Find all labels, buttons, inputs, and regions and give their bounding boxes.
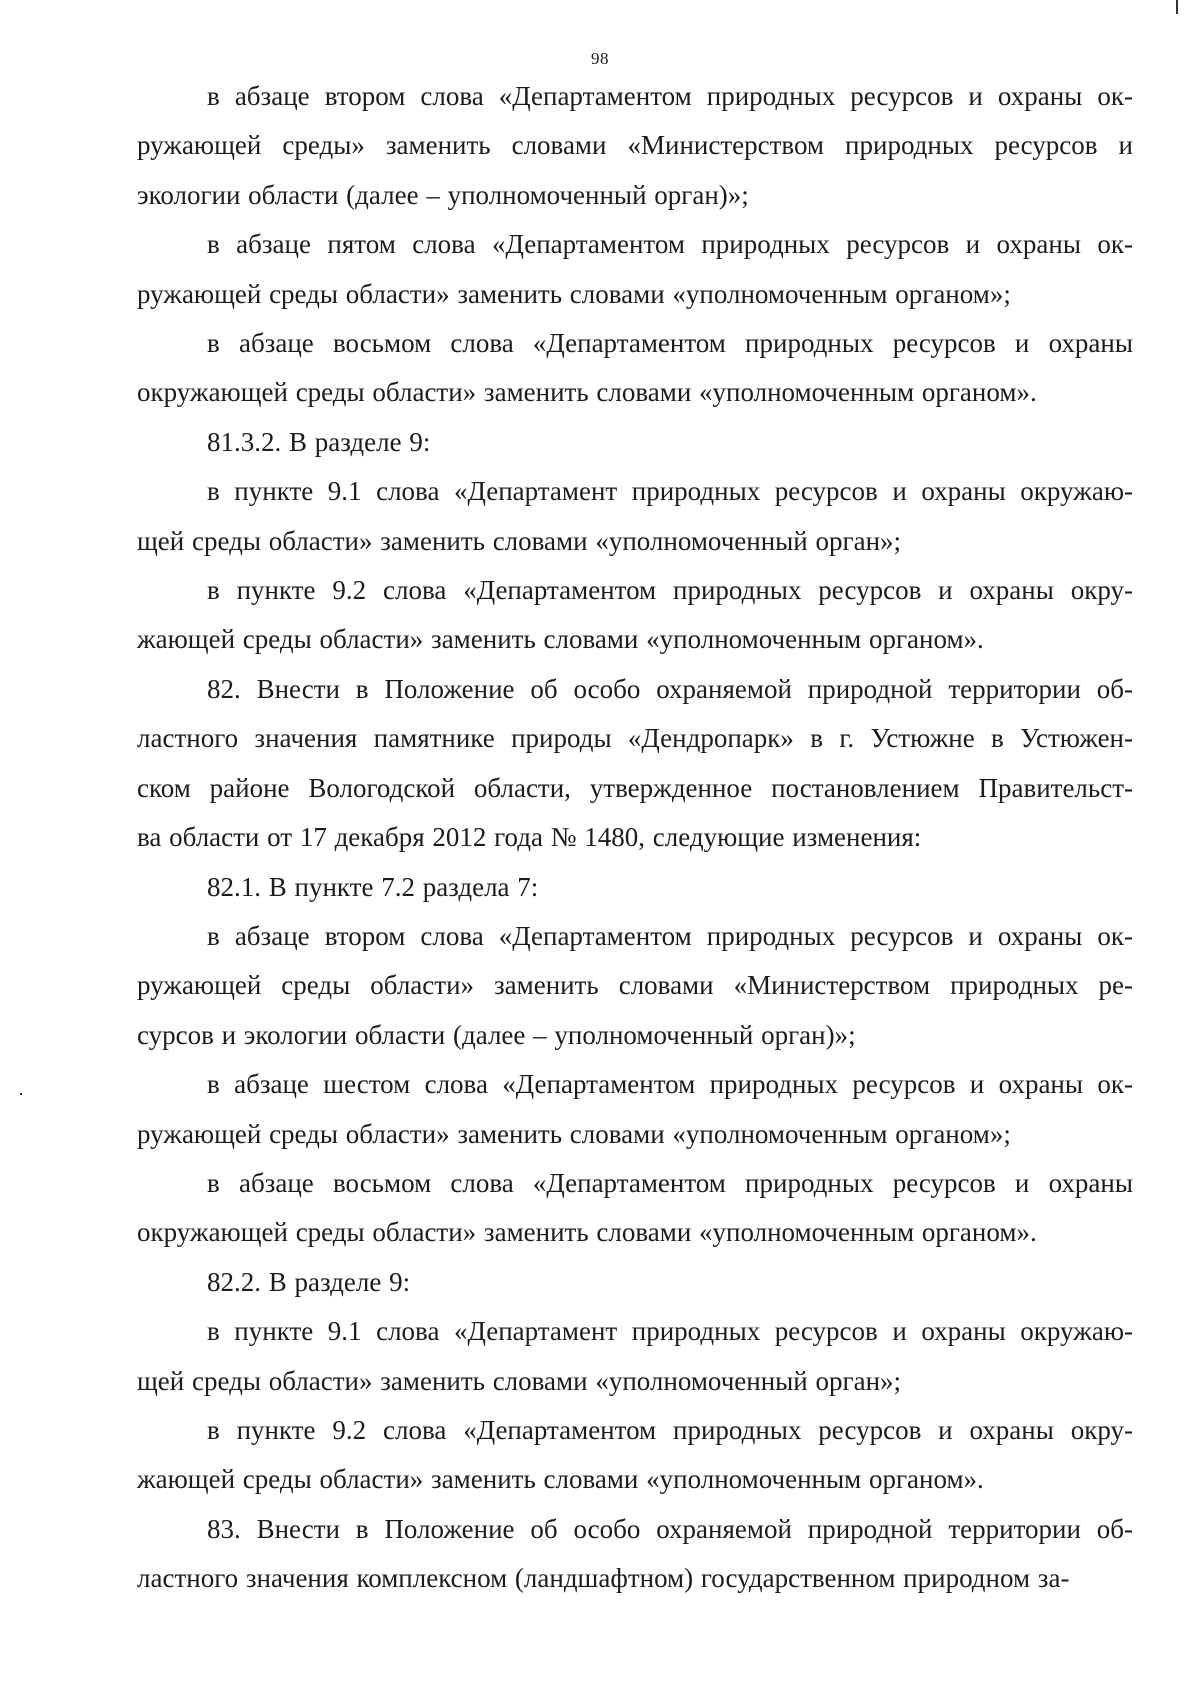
text-line: 82. Внести в Положение об особо охраняемой природной территории об- — [207, 673, 1133, 704]
text-line: окружающей среды области» заменить словами «уполномоченным органом». — [137, 377, 1037, 408]
text-line: в абзаце пятом слова «Департаментом природных ресурсов и охраны ок- — [207, 229, 1133, 260]
text-line: в абзаце втором слова «Департаментом природных ресурсов и охраны ок- — [207, 920, 1133, 951]
paragraph — [137, 665, 1133, 863]
paragraph — [137, 418, 1133, 467]
text-line: 81.3.2. В разделе 9: — [207, 426, 431, 457]
text-line: в абзаце втором слова «Департаментом природных ресурсов и охраны ок- — [207, 81, 1133, 111]
text-line: ружающей среды области» заменить словами «уполномоченным органом»; — [137, 278, 1011, 309]
paragraph — [137, 1406, 1133, 1505]
paragraph — [137, 1505, 1133, 1604]
text-line: ружающей среды» заменить словами «Министерством природных ресурсов и — [137, 130, 1133, 161]
paragraph — [137, 319, 1133, 418]
paragraph — [137, 863, 1133, 912]
text-line: в пункте 9.1 слова «Департамент природных ресурсов и охраны окружаю- — [207, 476, 1133, 507]
text-line: в абзаце восьмом слова «Департаментом природных ресурсов и охраны — [207, 328, 1133, 359]
text-line: в абзаце шестом слова «Департаментом природных ресурсов и охраны ок- — [207, 1069, 1133, 1100]
text-line: в пункте 9.2 слова «Департаментом природных ресурсов и охраны окру- — [207, 1414, 1133, 1445]
text-line: жающей среды области» заменить словами «уполномоченным органом». — [137, 1464, 984, 1495]
paragraph — [137, 220, 1133, 319]
text-line: в абзаце восьмом слова «Департаментом природных ресурсов и охраны — [207, 1167, 1133, 1198]
text-line: ружающей среды области» заменить словами «уполномоченным органом»; — [137, 1118, 1011, 1149]
scan-mark-left — [20, 1093, 22, 1095]
text-line: ва области от 17 декабря 2012 года № 1480, следующие изменения: — [137, 822, 922, 853]
paragraph — [137, 1159, 1133, 1258]
text-line: в пункте 9.2 слова «Департаментом природных ресурсов и охраны окру- — [207, 575, 1133, 606]
paragraph — [137, 566, 1133, 665]
text-line: 82.1. В пункте 7.2 раздела 7: — [207, 871, 539, 902]
text-line: ластного значения комплексном (ландшафтном) государственном природном за- — [137, 1563, 1070, 1594]
page-number: 98 — [591, 49, 609, 68]
text-line: ском районе Вологодской области, утвержденное постановлением Правительст- — [137, 772, 1133, 803]
paragraph — [137, 912, 1133, 1060]
text-line: жающей среды области» заменить словами «уполномоченным органом». — [137, 624, 984, 655]
paragraph — [137, 467, 1133, 566]
text-line: 82.2. В разделе 9: — [207, 1266, 411, 1297]
text-line: ружающей среды области» заменить словами «Министерством природных ре- — [137, 970, 1133, 1001]
document-body — [137, 72, 1133, 1604]
paragraph — [137, 1060, 1133, 1159]
text-line: ластного значения памятнике природы «Дендропарк» в г. Устюжне в Устюжен- — [137, 723, 1133, 754]
text-line: сурсов и экологии области (далее – уполномоченный орган)»; — [137, 1019, 856, 1050]
scan-mark-top-right — [1176, 0, 1178, 14]
text-line: экологии области (далее – уполномоченный орган)»; — [137, 179, 749, 210]
text-line: щей среды области» заменить словами «уполномоченный орган»; — [137, 1365, 902, 1396]
text-line: окружающей среды области» заменить словами «уполномоченным органом». — [137, 1217, 1037, 1248]
text-line: щей среды области» заменить словами «уполномоченный орган»; — [137, 525, 902, 556]
text-line: в пункте 9.1 слова «Департамент природных ресурсов и охраны окружаю- — [207, 1316, 1133, 1347]
paragraph — [137, 72, 1133, 220]
paragraph — [137, 1307, 1133, 1406]
text-line: 83. Внести в Положение об особо охраняемой природной территории об- — [207, 1513, 1133, 1544]
paragraph — [137, 1258, 1133, 1307]
